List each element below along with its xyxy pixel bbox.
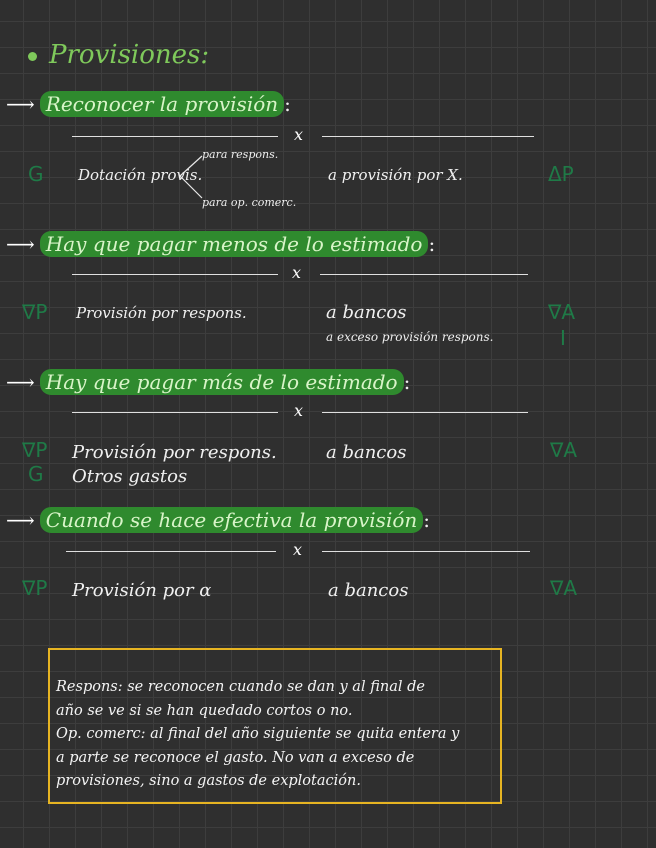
section-pagar-mas: ⟶ Hay que pagar más de lo estimado : xyxy=(6,370,411,394)
note-line: año se ve si se han quedado cortos o no. xyxy=(56,702,353,719)
arrow-right-icon: ⟶ xyxy=(6,508,35,532)
debit-account: Dotación provis. xyxy=(78,166,203,184)
provision-decrease-mark: ∇P xyxy=(22,576,48,600)
journal-x: x xyxy=(294,125,304,144)
debit-account: Provisión por α xyxy=(72,580,212,601)
journal-rule-right xyxy=(322,136,534,137)
note-line: Respons: se reconocen cuando se dan y al final de xyxy=(56,679,425,695)
section-efectiva: ⟶ Cuando se hace efectiva la provisión : xyxy=(6,508,431,532)
debit-account: Provisión por respons. xyxy=(72,442,277,463)
credit-account: a provisión por X. xyxy=(328,166,463,184)
journal-x: x xyxy=(292,263,302,282)
debit-account: Otros gastos xyxy=(72,466,188,487)
journal-rule-right xyxy=(322,551,530,552)
journal-x: x xyxy=(294,401,304,420)
journal-x: x xyxy=(293,540,303,559)
note-line: provisiones, sino a gastos de explotación. xyxy=(56,773,361,789)
credit-account: a exceso provisión respons. xyxy=(326,330,494,344)
journal-rule-left xyxy=(72,136,278,137)
section-heading: Reconocer la provisión xyxy=(40,91,284,117)
journal-rule-left xyxy=(72,274,278,275)
credit-account: a bancos xyxy=(328,580,409,601)
journal-rule-right xyxy=(322,412,528,413)
section-heading: Cuando se hace efectiva la provisión xyxy=(40,507,424,533)
journal-rule-right xyxy=(320,274,528,275)
section-reconocer: ⟶ Reconocer la provisión : xyxy=(6,92,291,116)
provision-decrease-mark: ∇P xyxy=(22,300,48,324)
provision-decrease-mark: ∇P xyxy=(22,438,48,462)
section-pagar-menos: ⟶ Hay que pagar menos de lo estimado : xyxy=(6,232,436,256)
credit-account: a bancos xyxy=(326,442,407,463)
section-heading: Hay que pagar más de lo estimado xyxy=(40,369,404,395)
asset-decrease-mark: ∇A xyxy=(550,438,578,462)
branch-label: para op. comerc. xyxy=(202,196,297,209)
arrow-right-icon: ⟶ xyxy=(6,232,35,256)
asset-decrease-mark: ∇A xyxy=(550,576,578,600)
note-line: a parte se reconoce el gasto. No van a exceso de xyxy=(56,749,415,766)
credit-account: a bancos xyxy=(326,302,407,323)
asset-decrease-mark: ∇A xyxy=(548,300,576,324)
income-mark: I xyxy=(560,326,566,350)
note-line: Op. comerc: al final del año siguiente se quita entera y xyxy=(56,726,460,742)
journal-rule-left xyxy=(66,551,276,552)
arrow-right-icon: ⟶ xyxy=(6,370,35,394)
debit-account: Provisión por respons. xyxy=(76,304,247,322)
section-heading: Hay que pagar menos de lo estimado xyxy=(40,231,429,257)
journal-rule-left xyxy=(72,412,278,413)
expense-mark: G xyxy=(28,162,44,186)
page-title: Provisiones: xyxy=(28,40,209,70)
branch-label: para respons. xyxy=(202,148,279,161)
note-box xyxy=(48,648,502,804)
expense-mark: G xyxy=(28,462,44,486)
bullet-icon xyxy=(28,52,37,61)
arrow-right-icon: ⟶ xyxy=(6,92,35,116)
liability-increase-mark: ΔP xyxy=(548,162,574,186)
